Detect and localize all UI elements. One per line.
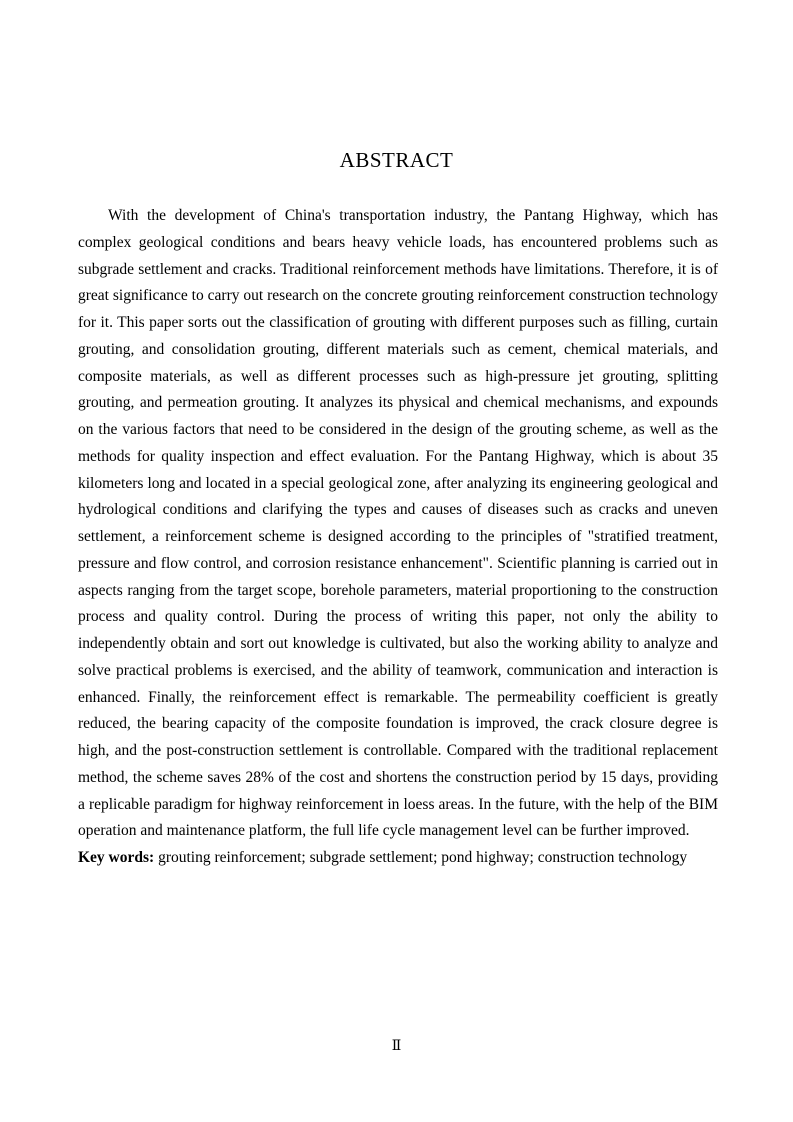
keywords-line xyxy=(78,845,718,872)
keywords-text: grouting reinforcement; subgrade settlement; pond highway; construction technology xyxy=(154,849,688,866)
abstract-paragraph: With the development of China's transportation industry, the Pantang Highway, which has complex geological conditions and bears heavy vehicle loads, has encountered problems such as subgrade settlement and cracks. Traditional reinforcement methods have limitations. Therefore, it is of great significance to carry out research on the concrete grouting reinforcement construction technology for it. This paper sorts out the classification of grouting with different purposes such as filling, curtain grouting, and consolidation grouting, different materials such as cement, chemical materials, and composite materials, as well as different processes such as high-pressure jet grouting, splitting grouting, and permeation grouting. It analyzes its physical and chemical mechanisms, and expounds on the various factors that need to be considered in the design of the grouting scheme, as well as the methods for quality inspection and effect evaluation. For the Pantang Highway, which is about 35 kilometers long and located in a special geological zone, after analyzing its engineering geological and hydrological conditions and clarifying the types and causes of diseases such as cracks and uneven settlement, a reinforcement scheme is designed according to the principles of "stratified treatment, pressure and flow control, and corrosion resistance enhancement". Scientific planning is carried out in aspects ranging from the target scope, borehole parameters, material proportioning to the construction process and quality control. During the process of writing this paper, not only the ability to independently obtain and sort out knowledge is cultivated, but also the working ability to analyze and solve practical problems is exercised, and the ability of teamwork, communication and interaction is enhanced. Finally, the reinforcement effect is remarkable. The permeability coefficient is greatly reduced, the bearing capacity of the composite foundation is improved, the crack closure degree is high, and the post-construction settlement is controllable. Compared with the traditional replacement method, the scheme saves 28% of the cost and shortens the construction period by 15 days, providing a replicable paradigm for highway reinforcement in loess areas. In the future, with the help of the BIM operation and maintenance platform, the full life cycle management level can be further improved. xyxy=(78,207,718,840)
page-number: Ⅱ xyxy=(391,1039,402,1054)
abstract-content xyxy=(78,203,718,872)
keywords-label: Key words: xyxy=(78,849,155,866)
page-title: ABSTRACT xyxy=(339,148,454,172)
